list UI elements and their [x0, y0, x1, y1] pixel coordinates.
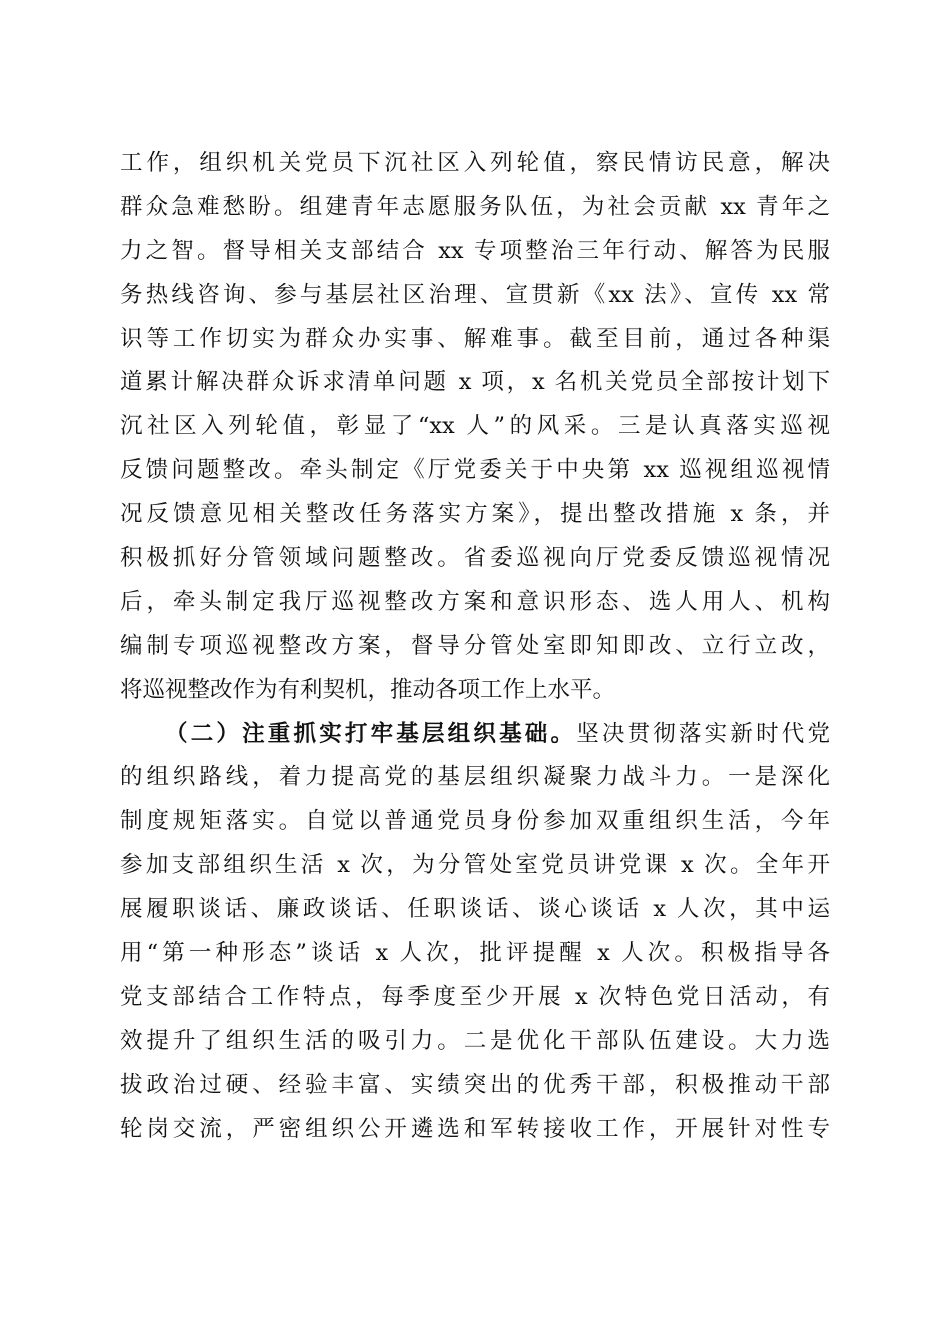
text-line: 参加支部组织生活 x 次，为分管处室党员讲党课 x 次。全年开: [120, 852, 830, 879]
text-line: 沉社区入列轮值，彰显了“xx 人”的风采。三是认真落实巡视: [120, 413, 830, 440]
paragraph-2: [120, 713, 830, 1152]
paragraph-first-line: [120, 713, 830, 757]
text-line: 轮岗交流，严密组织公开遴选和军转接收工作，开展针对性专: [120, 1115, 830, 1142]
text-line: 的组织路线，着力提高党的基层组织凝聚力战斗力。一是深化: [120, 764, 830, 791]
text-line: 拔政治过硬、经验丰富、实绩突出的优秀干部，积极推动干部: [120, 1071, 830, 1098]
paragraph-1: [120, 142, 830, 713]
text-line: 道累计解决群众诉求清单问题 x 项，x 名机关党员全部按计划下: [120, 369, 830, 396]
text-line: 党支部结合工作特点，每季度至少开展 x 次特色党日活动，有: [120, 983, 830, 1010]
text-line: 工作，组织机关党员下沉社区入列轮值，察民情访民意，解决: [120, 150, 830, 176]
text-line: 编制专项巡视整改方案，督导分管处室即知即改、立行立改，: [120, 632, 830, 659]
text-line: 务热线咨询、参与基层社区治理、宣贯新《xx 法》、宣传 xx 常: [120, 281, 830, 308]
text-line: 力之智。督导相关支部结合 xx 专项整治三年行动、解答为民服: [120, 237, 830, 264]
body-text: [120, 142, 830, 1151]
text-line: 制度规矩落实。自觉以普通党员身份参加双重组织生活，今年: [120, 808, 830, 835]
text-line: 用“第一种形态”谈话 x 人次，批评提醒 x 人次。积极指导各: [120, 940, 830, 967]
section-heading: （二）注重抓实打牢基层组织基础。: [165, 720, 577, 747]
text-line: 将巡视整改作为有利契机，推动各项工作上水平。: [120, 676, 616, 703]
text-line: 况反馈意见相关整改任务落实方案》，提出整改措施 x 条，并: [120, 501, 830, 528]
heading-line-text: 坚决贯彻落实新时代党: [576, 720, 830, 747]
text-line: 群众急难愁盼。组建青年志愿服务队伍，为社会贡献 xx 青年之: [120, 193, 830, 220]
text-line: 积极抓好分管领域问题整改。省委巡视向厅党委反馈巡视情况: [120, 545, 830, 572]
text-line: 后，牵头制定我厅巡视整改方案和意识形态、选人用人、机构: [120, 588, 830, 615]
text-line: 效提升了组织生活的吸引力。二是优化干部队伍建设。大力选: [120, 1027, 830, 1054]
text-line: 反馈问题整改。牵头制定《厅党委关于中央第 xx 巡视组巡视情: [120, 457, 830, 484]
text-line: 识等工作切实为群众办实事、解难事。截至目前，通过各种渠: [120, 325, 830, 352]
text-line: 展履职谈话、廉政谈话、任职谈话、谈心谈话 x 人次，其中运: [120, 896, 830, 923]
